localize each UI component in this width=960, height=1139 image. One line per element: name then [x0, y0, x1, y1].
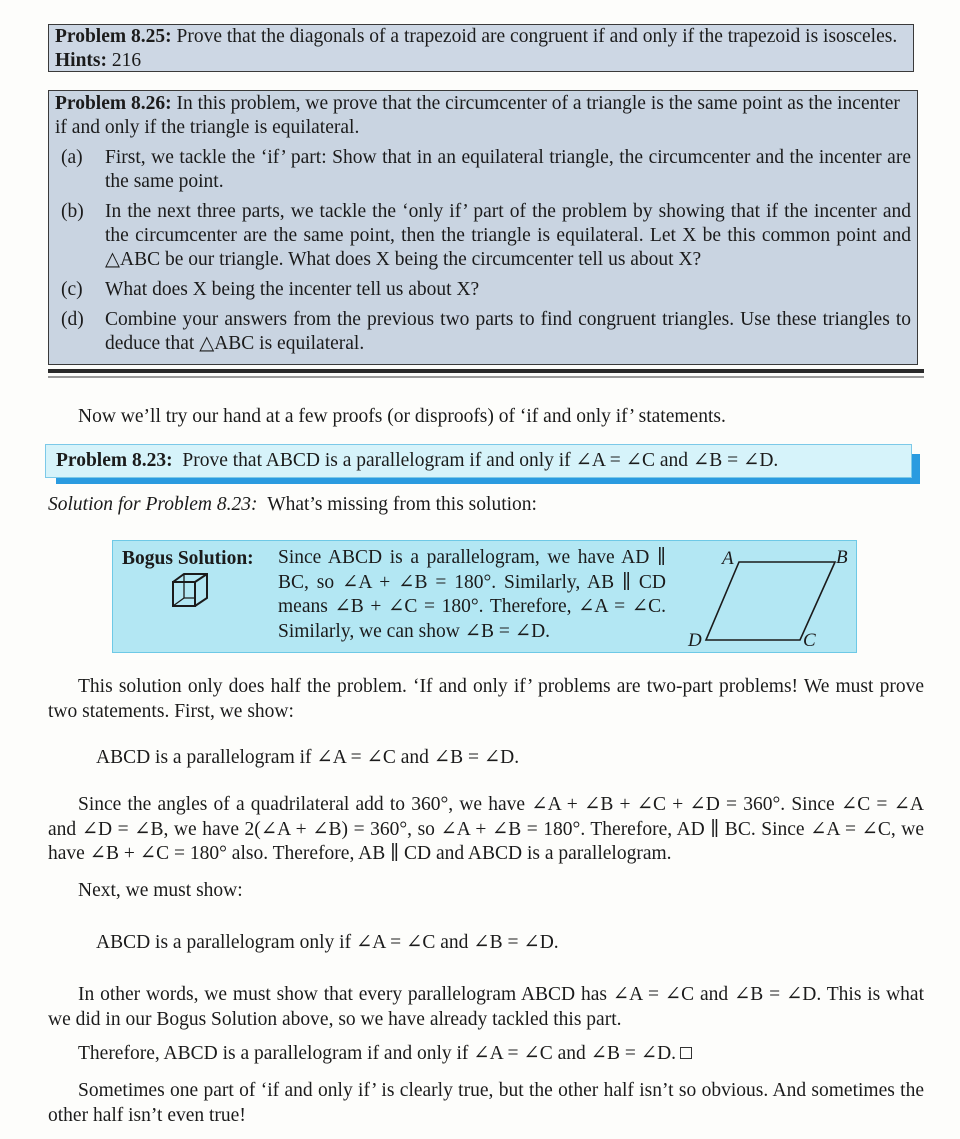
vertex-label-b: B: [836, 547, 848, 568]
part-label: (b): [61, 201, 84, 222]
bogus-solution-label: Bogus Solution:: [122, 548, 254, 569]
part-text: First, we tackle the ‘if’ part: Show that in an equilateral triangle, the circumcenter and the incenter are the same point.: [105, 147, 911, 192]
vertex-label-d: D: [688, 630, 702, 651]
problem-part-c: [55, 278, 911, 302]
problem-8-26-box: [48, 90, 918, 365]
problem-8-23-text: Prove that ABCD is a parallelogram if and only if ∠A = ∠C and ∠B = ∠D.: [182, 450, 779, 471]
parallelogram-figure: [670, 542, 870, 652]
part-text: Combine your answers from the previous two parts to find congruent triangles. Use these triangles to deduce that △ABC is equilateral.: [105, 309, 911, 354]
paragraph: Next, we must show:: [78, 880, 243, 901]
paragraph: Since the angles of a quadrilateral add to 360°, we have ∠A + ∠B + ∠C + ∠D = 360°. Since ∠C = ∠A and ∠D = ∠B, we have 2(∠A + ∠B) = 360°, so ∠A + ∠B = 180°. Therefore, AD ∥ BC. Since ∠A = ∠C, we have ∠B + ∠C = 180° also. Therefore, AB ∥ CD and ABCD is a parallelogram.: [48, 794, 924, 864]
hints-label: Hints:: [55, 50, 108, 71]
conclusion-text: Therefore, ABCD is a parallelogram if and only if ∠A = ∠C and ∠B = ∠D.: [78, 1043, 677, 1064]
bogus-solution-text: Since ABCD is a parallelogram, we have AD ∥ BC, so ∠A + ∠B = 180°. Similarly, AB ∥ CD means ∠B + ∠C = 180°. Therefore, ∠A = ∠C. Similarly, we can show ∠B = ∠D.: [278, 547, 666, 642]
vertex-label-c: C: [803, 630, 816, 651]
solution-heading-text: What’s missing from this solution:: [267, 494, 537, 515]
problem-8-26-intro-text: In this problem, we prove that the circumcenter of a triangle is the same point as the incenter if and only if the triangle is equilateral.: [55, 93, 900, 138]
problem-part-b: [55, 200, 911, 272]
problem-8-26-label: Problem 8.26:: [55, 93, 172, 114]
section-divider-thin: [48, 376, 924, 378]
problem-8-26-intro: [55, 92, 911, 140]
paragraph: This solution only does half the problem. ‘If and only if’ problems are two-part problems! We must prove two statements. First, we show:: [48, 676, 924, 722]
hints-value[interactable]: 216: [107, 50, 142, 71]
problem-part-d: [55, 308, 911, 356]
section-divider-thick: [48, 369, 924, 373]
paragraph: In other words, we must show that every parallelogram ABCD has ∠A = ∠C and ∠B = ∠D. This is what we did in our Bogus Solution above, so we have already tackled this part.: [48, 984, 924, 1030]
part-label: (c): [61, 279, 83, 300]
solution-heading: [48, 494, 537, 516]
part-text: In the next three parts, we tackle the ‘only if’ part of the problem by showing that if the incenter and the circumcenter are the same point, then the triangle is equilateral. Let X be this common point and △ABC be our triangle. What does X being the circumcenter tell us about X?: [105, 201, 911, 270]
problem-8-25-box: [48, 24, 914, 72]
part-label: (d): [61, 309, 84, 330]
problem-8-25-text: Prove that the diagonals of a trapezoid are congruent if and only if the trapezoid is isosceles.: [171, 26, 898, 47]
part-text: What does X being the incenter tell us about X?: [105, 279, 480, 300]
paragraph: Sometimes one part of ‘if and only if’ is clearly true, but the other half isn’t so obvious. And sometimes the other half isn’t even true!: [48, 1080, 924, 1126]
problem-part-a: [55, 146, 911, 194]
cube-icon: [170, 572, 210, 608]
problem-8-23-box: [45, 444, 912, 478]
parallelogram-shape: [706, 562, 835, 640]
part-label: (a): [61, 147, 83, 168]
solution-heading-label: Solution for Problem 8.23:: [48, 494, 258, 515]
paragraph-conclusion: [48, 1042, 924, 1067]
problem-8-23-label: Problem 8.23:: [56, 450, 173, 471]
intro-line: Now we’ll try our hand at a few proofs (or disproofs) of ‘if and only if’ statements.: [78, 406, 726, 427]
qed-icon: [680, 1047, 692, 1059]
statement-only-if: ABCD is a parallelogram only if ∠A = ∠C and ∠B = ∠D.: [96, 932, 559, 953]
statement-if: ABCD is a parallelogram if ∠A = ∠C and ∠B = ∠D.: [96, 747, 520, 768]
problem-8-25-label: Problem 8.25:: [55, 26, 172, 47]
vertex-label-a: A: [722, 548, 734, 569]
